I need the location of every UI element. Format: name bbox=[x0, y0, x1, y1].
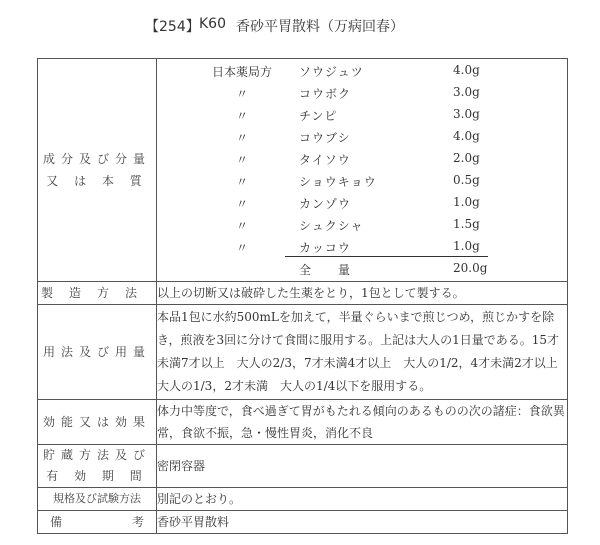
efficacy-text: 体力中等度で，食べ過ぎて胃がもたれる傾向のあるものの次の諸症：食欲異常，食欲不振，急・慢性胃炎，消化不良 bbox=[157, 400, 568, 445]
efficacy-row bbox=[38, 400, 568, 445]
monograph-code: K60 bbox=[199, 16, 226, 32]
storage-label: 貯蔵方法及び 有 効 期 間 bbox=[38, 445, 157, 488]
total-row bbox=[157, 259, 567, 281]
formula-name: 香砂平胃散料（万病回春） bbox=[236, 19, 404, 35]
remarks-row bbox=[38, 511, 568, 534]
ingredient-row: 〃 コウボク 3.0g bbox=[235, 85, 480, 101]
total-amount: 20.0g bbox=[453, 261, 488, 275]
monograph-table bbox=[37, 58, 568, 534]
manufacturing-row bbox=[38, 282, 568, 305]
remarks-text: 香砂平胃散料 bbox=[157, 511, 568, 534]
storage-text: 密閉容器 bbox=[157, 445, 568, 488]
specs-text: 別記のとおり。 bbox=[157, 488, 568, 511]
ingredient-row: 〃 カッコウ 1.0g bbox=[235, 239, 480, 255]
ingredients-row bbox=[38, 59, 568, 282]
ingredients-content bbox=[157, 59, 568, 282]
monograph-number: 【254】 bbox=[145, 19, 200, 35]
total-underline bbox=[285, 256, 488, 257]
total-label: 全 量 bbox=[299, 263, 352, 277]
ingredient-row: 〃 カンゾウ 1.0g bbox=[235, 195, 480, 211]
manufacturing-text: 以上の切断又は破砕した生薬をとり，1包として製する。 bbox=[157, 282, 568, 305]
remarks-label: 備 考 bbox=[38, 511, 157, 534]
ingredient-row: 〃 シュクシャ 1.5g bbox=[235, 217, 480, 233]
dosage-row bbox=[38, 305, 568, 400]
ingredient-row: 〃 コウブシ 4.0g bbox=[235, 129, 480, 145]
ingredient-row: 日本薬局方 ソウジュツ 4.0g bbox=[211, 63, 480, 79]
ingredient-row: 〃 ショウキョウ 0.5g bbox=[235, 173, 480, 189]
ingredients-label: 成分及び分量 又 は 本 質 bbox=[38, 59, 157, 282]
specs-row bbox=[38, 488, 568, 511]
dosage-label: 用法及び用量 bbox=[38, 305, 157, 400]
specs-label: 規格及び試験方法 bbox=[38, 488, 157, 511]
efficacy-label: 効能又は効果 bbox=[38, 400, 157, 445]
manufacturing-label: 製造方法 bbox=[38, 282, 157, 305]
dosage-text: 本品1包に水約500mLを加えて，半量ぐらいまで煎じつめ，煎じかすを除き，煎液を3回に分けて食間に服用する。上記は大人の1日量である。15才未満7才以上 大人の2/3，7才未満4才以上 大人の1/2，4才未満2才以上 大人の1/3，2才未満 大人の1/4以下を服用する。 bbox=[157, 305, 568, 400]
storage-row bbox=[38, 445, 568, 488]
ingredient-row: 〃 チンピ 3.0g bbox=[235, 107, 480, 123]
ingredient-row: 〃 タイソウ 2.0g bbox=[235, 151, 480, 167]
ingredients-list bbox=[157, 59, 567, 281]
